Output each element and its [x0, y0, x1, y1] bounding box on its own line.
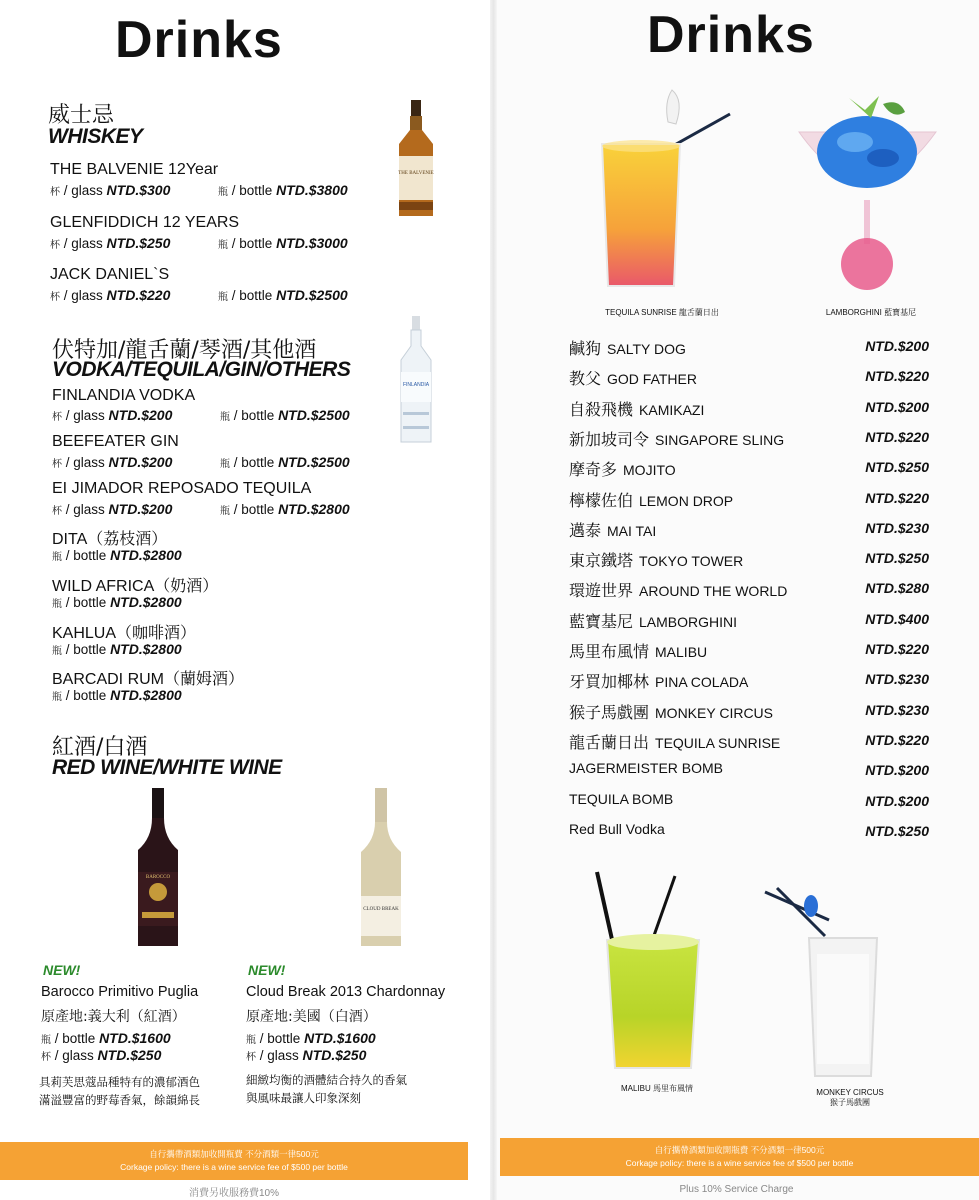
item-name: BARCADI RUM（蘭姆酒） — [52, 671, 245, 688]
item-name: EI JIMADOR REPOSADO TEQUILA — [52, 480, 312, 497]
cocktail-name-en: MOJITO — [623, 462, 676, 479]
wine-name: Cloud Break 2013 Chardonnay — [246, 984, 446, 1000]
cocktail-price: NTD.$230 — [865, 671, 929, 688]
cocktail-price: NTD.$220 — [865, 489, 929, 506]
cocktail-name-cn: 藍寶基尼 — [569, 611, 634, 631]
corkage-footer-bar — [0, 1142, 468, 1180]
bottle-price: NTD.$2500 — [276, 287, 348, 303]
cocktail-name-en: SINGAPORE SLING — [655, 431, 785, 448]
bottle-price-line: 瓶 / bottle NTD.$1600 — [41, 1030, 171, 1046]
bottle-label-text: FINLANDIA — [402, 382, 430, 388]
white-wine-bottle-image — [355, 788, 407, 950]
cocktail-item — [569, 700, 929, 730]
cocktail-item — [569, 488, 929, 518]
cocktail-name-cn: 猴子馬戲團 — [569, 702, 650, 722]
price-line: 杯 / glass NTD.$200 瓶 / bottle NTD.$2500 — [52, 454, 350, 470]
price-line: 瓶 / bottle NTD.$2800 — [52, 687, 182, 703]
price-line: 杯 / glass NTD.$300 瓶 / bottle NTD.$3800 — [50, 182, 348, 198]
cocktail-name-en: LEMON DROP — [639, 492, 734, 509]
cocktail-price: NTD.$200 — [865, 792, 929, 809]
glass-price-line: 杯 / glass NTD.$250 — [41, 1047, 162, 1063]
photo-caption: MALIBU 馬里布風情 — [620, 1084, 693, 1093]
glass-price: NTD.$200 — [108, 501, 173, 517]
cocktail-name-cn: 摩奇多 — [569, 460, 618, 480]
price-line: 瓶 / bottle NTD.$2800 — [52, 641, 182, 657]
cocktail-item — [569, 669, 929, 699]
cocktail-name-cn: 教父 — [569, 369, 602, 389]
page-title: Drinks — [647, 6, 815, 64]
item-name: THE BALVENIE 12Year — [50, 161, 219, 178]
cocktail-item — [569, 427, 929, 457]
glass-price: NTD.$220 — [106, 287, 171, 303]
price-line: 杯 / glass NTD.$250 瓶 / bottle NTD.$3000 — [50, 235, 348, 251]
cocktail-name-en: PINA COLADA — [655, 674, 749, 691]
bottle-price: NTD.$2800 — [110, 547, 182, 563]
cocktail-item — [569, 791, 929, 821]
cocktail-price: NTD.$250 — [865, 459, 929, 476]
glass-price: NTD.$200 — [108, 407, 173, 423]
service-charge-note: 消費另收服務費10% — [188, 1188, 279, 1199]
cocktail-price: NTD.$200 — [865, 398, 929, 415]
cocktail-name-en: MONKEY CIRCUS — [655, 704, 773, 721]
bottle-price: NTD.$2800 — [110, 641, 182, 657]
glass-price: NTD.$250 — [106, 235, 171, 251]
cocktail-price: NTD.$250 — [865, 822, 929, 839]
wine-heading-cn: 紅酒/白酒 — [52, 735, 148, 760]
whiskey-heading-en: WHISKEY — [48, 125, 143, 148]
new-badge: NEW! — [43, 962, 81, 978]
item-name: WILD AFRICA（奶酒） — [52, 578, 219, 595]
wine-origin: 原產地:美國（白酒） — [246, 1009, 377, 1025]
cocktail-price: NTD.$200 — [865, 762, 929, 779]
cocktail-name-cn: 東京鐵塔 — [569, 551, 634, 571]
cocktail-name-en: SALTY DOG — [607, 341, 686, 357]
wine-origin: 原產地:義大利（紅酒） — [41, 1009, 186, 1025]
cocktail-item — [569, 457, 929, 487]
corkage-policy-en: Corkage policy: there is a wine service fee of $500 per bottle — [120, 1162, 348, 1172]
item-name: FINLANDIA VODKA — [52, 387, 196, 404]
cocktail-name-cn: 新加坡司令 — [569, 429, 650, 449]
new-badge: NEW! — [248, 962, 286, 978]
cocktail-name-en: JAGERMEISTER BOMB — [569, 760, 724, 777]
cocktail-name-cn: 牙買加椰林 — [569, 672, 650, 692]
page-title: Drinks — [115, 11, 283, 69]
cocktail-price: NTD.$230 — [865, 519, 929, 536]
cocktail-item — [569, 397, 929, 427]
wine-name: Barocco Primitivo Puglia — [41, 984, 199, 1000]
glass-price: NTD.$300 — [106, 182, 171, 198]
bottle-price: NTD.$2800 — [110, 594, 182, 610]
cocktail-name-en: KAMIKAZI — [639, 401, 705, 418]
whiskey-bottle-image — [393, 98, 439, 222]
monkey-circus-photo — [759, 884, 889, 1084]
price-line: 瓶 / bottle NTD.$2800 — [52, 594, 182, 610]
cocktail-price: NTD.$220 — [865, 428, 929, 445]
cocktail-name-cn: 檸檬佐伯 — [569, 490, 634, 510]
cocktail-item — [569, 366, 929, 396]
cocktail-price: NTD.$280 — [865, 580, 929, 597]
cocktail-name-en: TEQUILA BOMB — [569, 790, 674, 807]
whiskey-heading-cn: 威士忌 — [48, 103, 115, 128]
cocktail-price: NTD.$230 — [865, 701, 929, 718]
tequila-sunrise-photo — [592, 82, 742, 302]
cocktail-name-en: TOKYO TOWER — [639, 553, 744, 570]
bottle-price: NTD.$2500 — [278, 454, 350, 470]
service-charge-note: Plus 10% Service Charge — [679, 1184, 794, 1195]
bottle-price: NTD.$2800 — [278, 501, 350, 517]
price-line: 瓶 / bottle NTD.$2800 — [52, 547, 182, 563]
cocktail-price: NTD.$220 — [865, 731, 929, 748]
cocktail-item — [569, 609, 929, 639]
malibu-photo — [587, 870, 727, 1080]
price-line: 杯 / glass NTD.$200 瓶 / bottle NTD.$2500 — [52, 407, 350, 423]
cocktail-name-en: MAI TAI — [607, 522, 657, 539]
cocktail-price: NTD.$400 — [865, 610, 929, 627]
cocktail-name-cn: 鹹狗 — [569, 339, 602, 358]
lamborghini-photo — [795, 80, 940, 300]
cocktail-name-cn: 環遊世界 — [569, 581, 634, 601]
cocktail-item — [569, 548, 929, 578]
cocktail-name-en: LAMBORGHINI — [639, 613, 738, 630]
bottle-price: NTD.$2800 — [110, 687, 182, 703]
spirits-heading-en: VODKA/TEQUILA/GIN/OTHERS — [52, 358, 351, 381]
price-line: 杯 / glass NTD.$220 瓶 / bottle NTD.$2500 — [50, 287, 348, 303]
price-line: 杯 / glass NTD.$200 瓶 / bottle NTD.$2800 — [52, 501, 350, 517]
photo-caption: LAMBORGHINI 藍寶基尼 — [825, 308, 917, 317]
cocktail-item — [569, 821, 929, 851]
cocktail-item — [569, 760, 929, 790]
cocktail-name-cn: 邁泰 — [569, 520, 602, 540]
wine-heading-en: RED WINE/WHITE WINE — [52, 756, 282, 779]
cocktail-name-cn: 馬里布風情 — [569, 642, 650, 661]
cocktail-price: NTD.$250 — [865, 550, 929, 567]
corkage-policy-cn: 自行攜帶酒類加收開瓶費 不分酒類一律500元 — [149, 1149, 319, 1159]
cocktail-price: NTD.$220 — [865, 641, 929, 657]
bottle-price-line: 瓶 / bottle NTD.$1600 — [246, 1030, 376, 1046]
cocktail-price: NTD.$200 — [865, 338, 929, 354]
cocktail-item — [569, 730, 929, 760]
bottle-price: NTD.$3800 — [276, 182, 348, 198]
cocktail-price: NTD.$220 — [865, 368, 929, 385]
corkage-footer-bar — [500, 1138, 979, 1176]
item-name: DITA（荔枝酒） — [52, 531, 168, 548]
bottle-label-text: THE BALVENIE — [398, 171, 434, 176]
cocktail-item — [569, 639, 929, 669]
cocktail-name-en: GOD FATHER — [607, 371, 697, 388]
spirits-heading-cn: 伏特加/龍舌蘭/琴酒/其他酒 — [52, 338, 317, 363]
glass-price-line: 杯 / glass NTD.$250 — [246, 1047, 367, 1063]
corkage-policy-cn: 自行攜帶酒類加收開瓶費 不分酒類一律500元 — [654, 1145, 825, 1155]
red-wine-bottle-image — [130, 788, 186, 950]
wine-description: 細緻均衡的酒體結合持久的香氣 與風味最讓人印象深刻 — [246, 1073, 407, 1105]
item-name: GLENFIDDICH 12 YEARS — [50, 214, 240, 231]
bottle-label-text: BAROCCO — [145, 875, 171, 880]
item-name: KAHLUA（咖啡酒） — [52, 625, 197, 642]
glass-price: NTD.$200 — [108, 454, 173, 470]
right-menu-page — [497, 0, 979, 1200]
photo-caption: MONKEY CIRCUS 猴子馬戲團 — [816, 1088, 884, 1107]
photo-caption: TEQUILA SUNRISE 龍舌蘭日出 — [605, 308, 719, 317]
cocktail-name-cn: 自殺飛機 — [569, 399, 634, 419]
bottle-price: NTD.$3000 — [276, 235, 348, 251]
cocktail-name-en: TEQUILA SUNRISE — [655, 734, 781, 751]
page-gutter — [490, 0, 497, 1200]
corkage-policy-en: Corkage policy: there is a wine service fee of $500 per bottle — [625, 1158, 854, 1168]
wine-description: 具莉芙思蔻品種特有的濃郁酒色 滿溢豐富的野莓香氣，餘韻綿長 — [39, 1075, 200, 1107]
cocktail-name-cn: 龍舌蘭日出 — [569, 732, 650, 752]
cocktail-item — [569, 578, 929, 608]
cocktail-item — [569, 336, 929, 366]
bottle-price: NTD.$2500 — [278, 407, 350, 423]
item-name: JACK DANIEL`S — [50, 266, 170, 283]
cocktail-name-en: Red Bull Vodka — [569, 820, 665, 837]
cocktail-item — [569, 518, 929, 548]
vodka-bottle-image — [396, 316, 436, 446]
cocktail-name-en: MALIBU — [655, 644, 708, 660]
bottle-label-text: CLOUD BREAK — [363, 907, 399, 912]
cocktail-name-en: AROUND THE WORLD — [639, 583, 788, 600]
item-name: BEEFEATER GIN — [52, 433, 179, 450]
